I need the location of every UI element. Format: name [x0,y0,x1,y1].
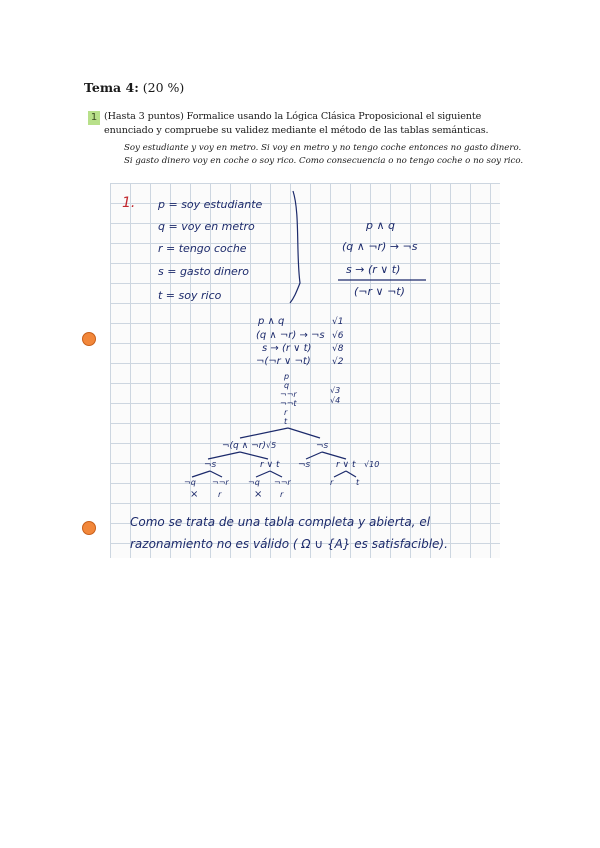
premise-2: (q ∧ ¬r) → ¬s [342,240,418,253]
tree-edge-ll [208,452,240,459]
statement-line-1: Soy estudiante y voy en metro. Si voy en metro y no tengo coche entonces no gasto dinero. [124,143,522,153]
tree-edge-3e [334,471,346,477]
tree-edge-3d [270,471,282,477]
tree-edge-3b [210,471,222,477]
question-statement [124,142,524,168]
handwritten-answer-sheet [110,183,500,558]
definition-t: t = soy rico [158,289,222,302]
tree-edge-rr [322,452,346,459]
handwritten-answer-svg [110,183,500,558]
tree-edge-lr [240,452,268,459]
tree-chain-5: r [284,408,288,417]
tree-chain-mark-1: √3 [330,386,341,395]
conclusion-line-1: Como se trata de una tabla completa y abierta, el [130,515,431,529]
tree-chain-6: t [284,417,288,426]
tree-closure-3: × [254,489,263,500]
tree-branch-right: ¬s [316,441,329,451]
tree-chain-1: p [284,372,290,381]
tree-edge-3a [192,471,210,477]
tree-l2-mark: √10 [364,460,380,469]
tree-mark-4: √2 [332,357,344,367]
tree-l2-2: r ∨ t [260,460,280,470]
tree-l3-4: ¬¬r [274,478,291,487]
topic-weight: (20 %) [142,80,185,95]
definition-p: p = soy estudiante [158,198,263,211]
tree-l3-1: ¬q [184,478,196,487]
tree-chain-2: q [284,381,290,390]
tree-chain-4: ¬¬t [280,399,297,408]
premise-1: p ∧ q [366,219,396,232]
premise-3: s → (r ∨ t) [346,263,401,276]
tree-closure-1: × [190,489,199,500]
tree-edge-left [240,428,288,438]
annotation-marker-1[interactable] [82,332,96,346]
tree-root-4: ¬(¬r ∨ ¬t) [256,356,311,367]
tree-l3-3: ¬q [248,478,260,487]
tree-chain-mark-2: √4 [330,396,341,405]
tree-edge-3c [256,471,270,477]
definitions-brace [290,191,300,303]
definition-q: q = voy en metro [158,220,255,233]
argument-conclusion: (¬r ∨ ¬t) [354,285,405,298]
topic-label: Tema 4: [84,80,139,95]
tree-l3-6: t [356,478,360,487]
tree-l3-2: ¬¬r [212,478,229,487]
topic-heading [84,80,184,95]
definition-s: s = gasto dinero [158,265,249,278]
tree-closure-2: r [218,490,222,499]
tree-edge-rl [306,452,322,459]
tree-root-1: p ∧ q [258,316,285,327]
conclusion-line-2: razonamiento no es válido ( Ω ∪ {A} es satisfacible). [130,537,448,551]
tree-branch-left-mark: √5 [266,441,277,450]
question-number-badge: 1 [88,111,100,125]
answer-number: 1. [122,195,136,211]
tree-chain-3: ¬¬r [280,390,297,399]
tree-branch-left: ¬(q ∧ ¬r) [222,441,266,451]
tree-l2-3: ¬s [298,460,311,470]
tree-mark-2: √6 [332,331,344,341]
tree-root-3: s → (r ∨ t) [262,343,312,354]
tree-l3-5: r [330,478,334,487]
tree-edge-right [288,428,320,438]
tree-closure-4: r [280,490,284,499]
tree-mark-3: √8 [332,344,344,354]
tree-mark-1: √1 [332,317,344,327]
annotation-marker-2[interactable] [82,521,96,535]
statement-line-2: Si gasto dinero voy en coche o soy rico. Como consecuencia o no tengo coche o no soy rico. [124,156,524,166]
tree-l2-4: r ∨ t [336,460,356,470]
question-text: (Hasta 3 puntos) Formalice usando la Lógica Clásica Proposicional el siguiente enunciado y compruebe su validez mediante el método de las tablas semánticas. [104,111,489,136]
tree-edge-3f [346,471,356,477]
tree-l2-1: ¬s [204,460,217,470]
definition-r: r = tengo coche [158,242,247,255]
tree-root-2: (q ∧ ¬r) → ¬s [256,330,325,341]
